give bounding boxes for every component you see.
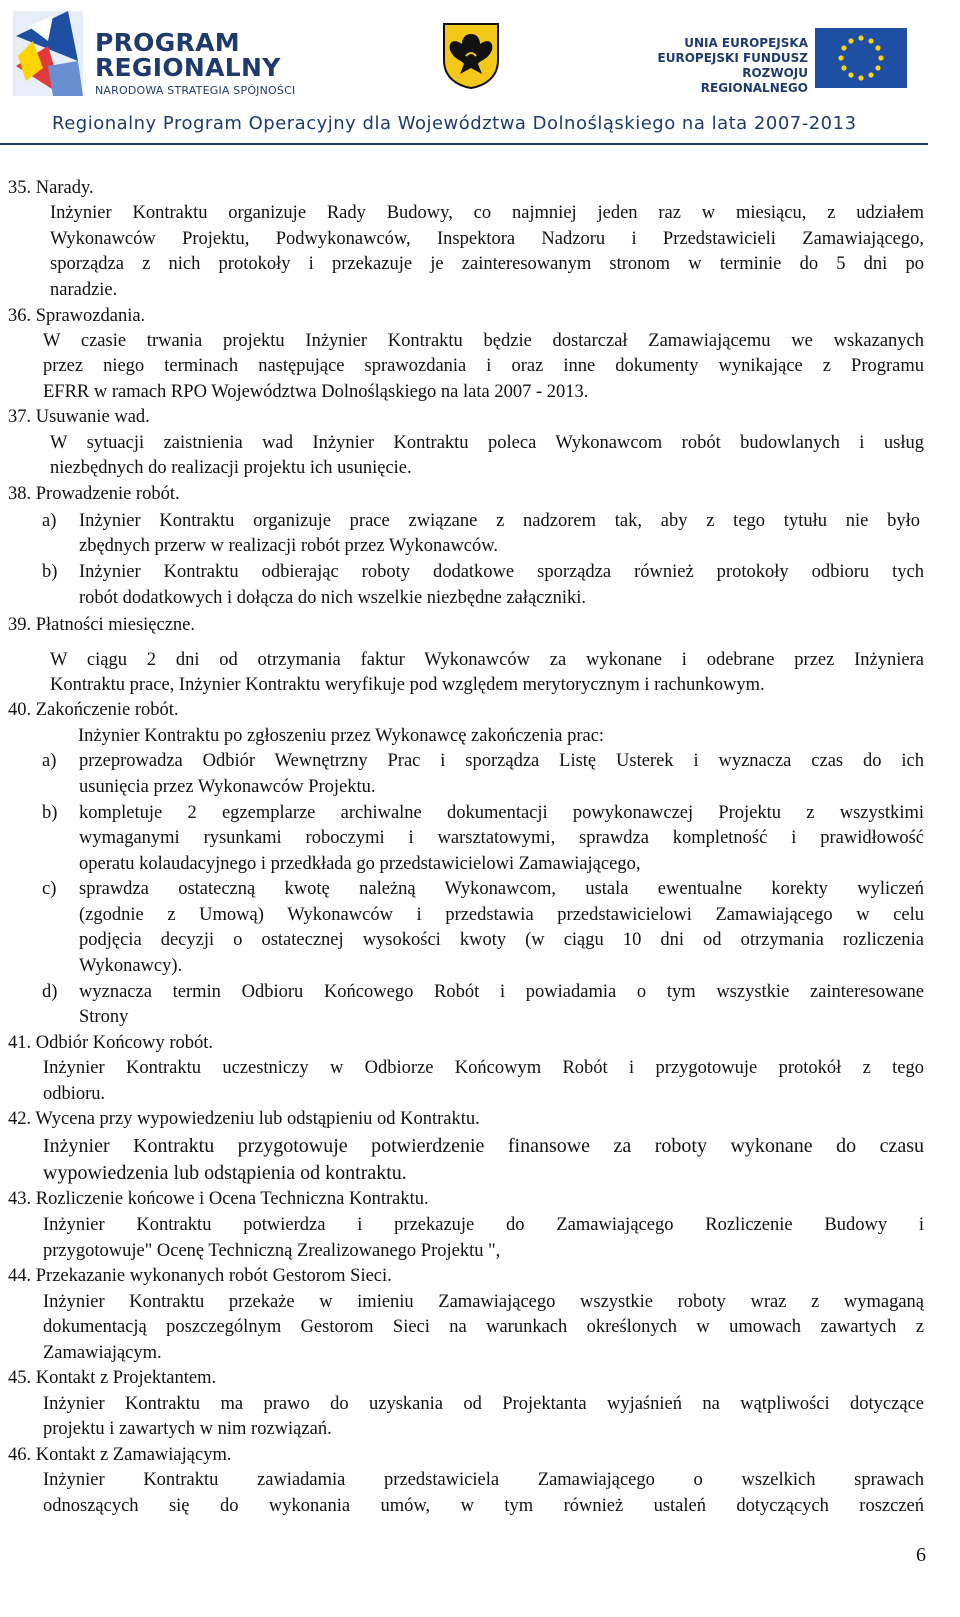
paragraph-line: odnoszących się do wykonania umów, w tym również ustaleń dotyczących roszczeń — [43, 1496, 924, 1516]
paragraph-line: Inżynier Kontraktu odbierając roboty dodatkowe sporządza również protokoły odbioru tych — [79, 562, 924, 582]
paragraph-line: Wykonawców Projektu, Podwykonawców, Inspektora Nadzoru i Przedstawicieli Zamawiającego, — [50, 229, 924, 249]
paragraph-line: usunięcia przez Wykonawców Projektu. — [79, 777, 376, 797]
paragraph-line: zbędnych przerw w realizacji robót przez Wykonawców. — [79, 536, 499, 556]
eu-flag-icon — [815, 28, 907, 88]
list-marker: d) — [42, 982, 58, 1002]
paragraph-line: Inżynier Kontraktu uczestniczy w Odbiorze Końcowym Robót i przygotowuje protokół z tego — [43, 1058, 924, 1078]
paragraph-line: Strony — [79, 1007, 129, 1027]
paragraph-line: robót dodatkowych i dołącza do nich wszelkie niezbędne załączniki. — [79, 588, 587, 608]
section-heading: 37. Usuwanie wad. — [8, 407, 150, 427]
program-regionalny-title: PROGRAM REGIONALNY — [95, 28, 281, 82]
paragraph-line: przez niego terminach następujące sprawozdania i oraz inne dokumenty wynikające z Programu — [43, 356, 924, 376]
paragraph-line: kompletuje 2 egzemplarze archiwalne dokumentacji powykonawczej Projektu z wszystkimi — [79, 803, 924, 823]
program-subtitle: NARODOWA STRATEGIA SPÓJNOŚCI — [95, 84, 296, 97]
header-divider — [0, 143, 928, 145]
paragraph-line: sporządza z nich protokoły i przekazuje je zainteresowanym stronom w terminie do 5 dni po — [50, 254, 924, 274]
paragraph-line: Inżynier Kontraktu przekaże w imieniu Zamawiającego wszystkie roboty wraz z wymaganą — [43, 1292, 924, 1312]
list-marker: c) — [42, 879, 57, 899]
paragraph-line: podjęcia decyzji o ostatecznej wysokości kwoty (w ciągu 10 dni od otrzymania rozliczenia — [79, 930, 924, 950]
paragraph-line: projektu i zawartych w nim rozwiązań. — [43, 1419, 332, 1439]
paragraph-line: Inżynier Kontraktu organizuje prace związane z nadzorem tak, aby z tego tytułu nie było — [79, 511, 920, 531]
paragraph-line: (zgodnie z Umową) Wykonawców i przedstawia przedstawicielowi Zamawiającego w celu — [79, 905, 924, 925]
paragraph-line: wyznacza termin Odbioru Końcowego Robót i powiadamia o tym wszystkie zainteresowane — [79, 982, 924, 1002]
section-heading: 40. Zakończenie robót. — [8, 700, 179, 720]
paragraph-line: przeprowadza Odbiór Wewnętrzny Prac i sporządza Listę Usterek i wyznacza czas do ich — [79, 751, 924, 771]
list-marker: a) — [42, 511, 57, 531]
paragraph-line: wymaganymi rysunkami roboczymi i warsztatowymi, sprawdza kompletność i prawidłowość — [79, 828, 924, 848]
list-marker: a) — [42, 751, 57, 771]
paragraph-line: Inżynier Kontraktu zawiadamia przedstawiciela Zamawiającego o wszelkich sprawach — [43, 1470, 924, 1490]
list-marker: b) — [42, 803, 58, 823]
section-heading: 46. Kontakt z Zamawiającym. — [8, 1445, 232, 1465]
section-heading: 43. Rozliczenie końcowe i Ocena Techniczna Kontraktu. — [8, 1189, 429, 1209]
section-heading: 42. Wycena przy wypowiedzeniu lub odstąpieniu od Kontraktu. — [8, 1109, 480, 1129]
eagle-crest-icon — [440, 20, 502, 90]
eu-fund-label: UNIA EUROPEJSKA EUROPEJSKI FUNDUSZ ROZWOJU REGIONALNEGO — [657, 36, 808, 95]
section-heading: 41. Odbiór Końcowy robót. — [8, 1033, 214, 1053]
paragraph-line: W czasie trwania projektu Inżynier Kontraktu będzie dostarczał Zamawiającemu we wskazanych — [43, 331, 924, 351]
paragraph-line: EFRR w ramach RPO Województwa Dolnośląskiego na lata 2007 - 2013. — [43, 382, 589, 402]
paragraph-line: Wykonawcy). — [79, 956, 183, 976]
rpo-title: Regionalny Program Operacyjny dla Województwa Dolnośląskiego na lata 2007-2013 — [52, 113, 857, 134]
section-heading: 45. Kontakt z Projektantem. — [8, 1368, 217, 1388]
paragraph-line: Kontraktu prace, Inżynier Kontraktu weryfikuje pod względem merytorycznym i rachunkowym. — [50, 675, 765, 695]
paragraph-line: Inżynier Kontraktu organizuje Rady Budowy, co najmniej jeden raz w miesiącu, z udziałem — [50, 203, 924, 223]
section-heading: 39. Płatności miesięczne. — [8, 615, 196, 635]
paragraph-line: Inżynier Kontraktu po zgłoszeniu przez Wykonawcę zakończenia prac: — [78, 726, 605, 746]
section-heading: 35. Narady. — [8, 178, 94, 198]
paragraph-line: W sytuacji zaistnienia wad Inżynier Kontraktu poleca Wykonawcom robót budowlanych i usług — [50, 433, 924, 453]
section-heading: 36. Sprawozdania. — [8, 306, 146, 326]
paragraph-line: dokumentacją poszczególnym Gestorom Sieci na warunkach określonych w umowach zawartych z — [43, 1317, 924, 1337]
paragraph-line: niezbędnych do realizacji projektu ich usunięcie. — [50, 458, 412, 478]
paragraph-line: Inżynier Kontraktu przygotowuje potwierdzenie finansowe za roboty wykonane do czasu — [43, 1135, 924, 1157]
paragraph-line: Inżynier Kontraktu potwierdza i przekazuje do Zamawiającego Rozliczenie Budowy i — [43, 1215, 924, 1235]
paragraph-line: sprawdza ostateczną kwotę należną Wykonawcom, ustala ewentualne korekty wyliczeń — [79, 879, 924, 899]
list-marker: b) — [42, 562, 58, 582]
paragraph-line: Zamawiającym. — [43, 1343, 162, 1363]
paragraph-line: W ciągu 2 dni od otrzymania faktur Wykonawców za wykonane i odebrane przez Inżyniera — [50, 650, 924, 670]
page-number: 6 — [916, 1544, 926, 1566]
document-header — [0, 0, 960, 150]
paragraph-line: wypowiedzenia lub odstąpienia od kontraktu. — [43, 1162, 407, 1184]
paragraph-line: przygotowuje" Ocenę Techniczną Zrealizowanego Projektu ", — [43, 1241, 501, 1261]
paragraph-line: operatu kolaudacyjnego i przedkłada go przedstawicielowi Zamawiającego, — [79, 854, 641, 874]
paragraph-line: odbioru. — [43, 1084, 106, 1104]
paragraph-line: naradzie. — [50, 280, 118, 300]
section-heading: 44. Przekazanie wykonanych robót Gestorom Sieci. — [8, 1266, 392, 1286]
section-heading: 38. Prowadzenie robót. — [8, 484, 180, 504]
paragraph-line: Inżynier Kontraktu ma prawo do uzyskania od Projektanta wyjaśnień na wątpliwości dotyczące — [43, 1394, 924, 1414]
